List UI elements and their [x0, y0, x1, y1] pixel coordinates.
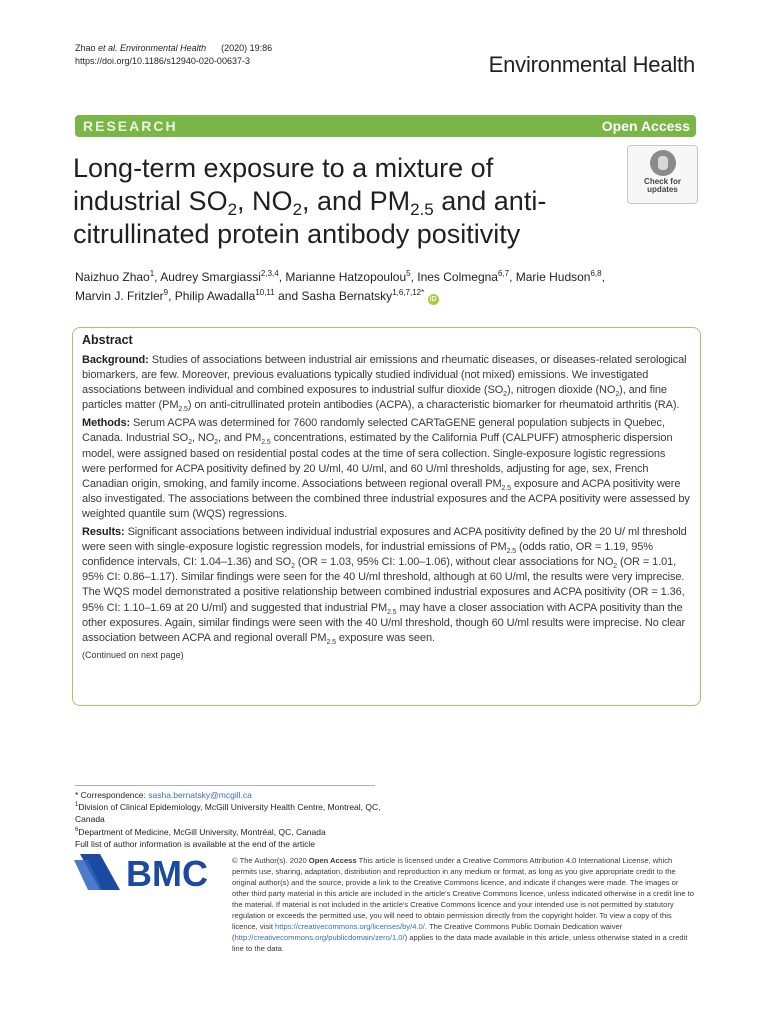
author-name: Naizhuo Zhao — [75, 270, 150, 284]
author-affiliation: 9 — [163, 288, 169, 297]
author-affiliation: 10,11 — [255, 288, 275, 297]
citation-journal: et al. Environmental Health — [98, 43, 207, 53]
title-line-1: Long-term exposure to a mixture of — [73, 153, 494, 183]
abstract-methods: Methods: Serum ACPA was determined for 7600 randomly selected CARTaGENE general population subjects in Quebec, Canada. Industrial $SO_2$, $NO_2$, and $PM_{2.5}$ concentrations, estimated by the California Puff (CALPUFF) atmospheric dispersion model, were assigned based on residential postal codes at the time of sera collection. Single-exposure logistic regressions were performed for ACPA positivity defined by 20 U/ml, 40 U/ml, and 60 U/ml thresholds, adjusting for age, sex, French Canadian origin, smoking, and family income. Associations between regional overall $PM_{2.5}$ exposure and ACPA positivity were also investigated. The associations between the combined three industrial exposures and the ACPA positivity were assessed by weighted quantile sum (WQS) regressions. — [82, 417, 690, 520]
abstract-box — [72, 327, 701, 706]
abstract-heading: Abstract — [82, 333, 133, 347]
bmc-logo — [74, 852, 224, 892]
journal-name: Environmental Health — [488, 52, 695, 77]
author-name: Ines Colmegna — [417, 270, 498, 284]
author-info-note: Full list of author information is available at the end of the article — [75, 838, 316, 849]
title-line-3: citrullinated protein antibody positivity — [73, 219, 521, 249]
affiliation-1: $^1$Division of Clinical Epidemiology, McGill University Health Centre, Montreal, QC, Canada — [75, 802, 381, 825]
open-access-label: Open Access — [601, 118, 690, 134]
author-name: Sasha Bernatsky — [301, 289, 393, 303]
authors-and: and — [278, 289, 299, 303]
citation-year: (2020) 19:86 — [221, 43, 273, 53]
author-affiliation: 1,6,7,12* — [392, 288, 425, 297]
author-affiliation: 6,7 — [497, 269, 510, 278]
affiliation-6: $^6$Department of Medicine, McGill University, Montréal, QC, Canada — [75, 826, 326, 837]
doi-link[interactable]: https://doi.org/10.1186/s12940-020-00637-3 — [75, 56, 250, 66]
author-affiliation: 1 — [149, 269, 155, 278]
cc-zero-link[interactable]: http://creativecommons.org/publicdomain/zero/1.0/ — [234, 933, 405, 942]
abstract-results: Results: Significant associations between individual industrial exposures and ACPA positivity defined by the 20 U/ ml threshold were seen with single-exposure logistic regression models, for industrial emissions of $PM_{2.5}$ (odds ratio, OR = 1.19, 95% confidence intervals, CI: 1.04–1.36) and $SO_2$ (OR = 1.03, 95% CI: 1.00–1.06), without clear associations for $NO_2$ (OR = 1.01, 95% CI: 0.86–1.17). Similar findings were seen for the 40 U/ml threshold, although at 60 U/ml, the results were very imprecise. The WQS model demonstrated a positive relationship between combined industrial exposures and ACPA positivity (OR = 1.36, 95% CI: 1.10–1.69 at 20 U/ml) and suggested that industrial $PM_{2.5}$ may have a closer association with ACPA positivity than the other exposures. Again, similar findings were seen with the 40 U/ml threshold, though 60 U/ml results were imprecise. No clear association between ACPA and regional overall $PM_{2.5}$ exposure was seen. — [82, 526, 687, 646]
title-line-2: industrial $SO_2$, $NO_2$, and $PM_{2.5}$ and anti- — [73, 186, 547, 219]
author-name: Philip Awadalla — [174, 289, 256, 303]
author-name: Marianne Hatzopoulou — [285, 270, 407, 284]
author-affiliation: 5 — [406, 269, 411, 278]
author-affiliation: 6,8 — [590, 269, 602, 278]
correspondence: * Correspondence: sasha.bernatsky@mcgill.ca — [75, 790, 252, 800]
article-type: RESEARCH — [83, 118, 178, 134]
citation-author: Zhao — [75, 43, 96, 53]
bmc-logo-text: BMC — [126, 853, 208, 892]
footnotes — [75, 789, 395, 850]
author-name: Audrey Smargiassi — [160, 270, 261, 284]
check-for-updates-button[interactable] — [627, 145, 698, 204]
abstract-background: Background: Studies of associations between industrial air emissions and rheumatic diseases, or diseases-related serological biomarkers, are few. Moreover, previous evaluations typically studied individual (not mixed) emissions. We investigated associations between individual and combined exposures to industrial sulfur dioxide $(SO_2)$, nitrogen dioxide $(NO_2)$, and fine particles matter $(PM_{2.5})$ on anti-citrullinated protein antibodies (ACPA), a characteristic biomarker for rheumatoid arthritis (RA). — [82, 354, 687, 414]
article-title — [73, 152, 593, 251]
check-for-updates-line1: Check for — [644, 177, 681, 186]
check-for-updates-line2: updates — [647, 185, 678, 194]
cc-license-link[interactable]: https://creativecommons.org/licenses/by/4.0/ — [275, 922, 425, 931]
bookmark-icon — [650, 150, 676, 176]
author-name: Marvin J. Fritzler — [75, 289, 164, 303]
license-text: © The Author(s). 2020 Open Access This article is licensed under a Creative Commons Attribution 4.0 International License, which permits use, sharing, adaptation, distribution and reproduction in any medium or format, as long as you give appropriate credit to the original author(s) and the source, provide a link to the Creative Commons licence, and indicate if changes were made. The images or other third party material in this article are included in the article's Creative Commons licence, unless indicated otherwise in a credit line to the material. If material is not included in the article's Creative Commons licence and your intended use is not permitted by statutory regulation or exceeds the permitted use, you will need to obtain permission directly from the copyright holder. To view a copy of this licence, visit https://creativecommons.org/licenses/by/4.0/. The Creative Commons Public Domain Dedication waiver (http://creativecommons.org/publicdomain/zero/1.0/) applies to the data made available in this article, unless otherwise stated in a credit line to the data. — [232, 856, 694, 953]
author-list: Naizhuo Zhao$^1$, Audrey Smargiassi$^{2,3,4}$, Marianne Hatzopoulou$^5$, Ines Colmegna$^{6,7}$, Marie Hudson$^{6,8}$, Marvin J. Fritzler$^9$, Philip Awadalla$^{10,11}$ and Sasha Bernatsky$^{1,6,7,12*}$ iD — [75, 269, 605, 303]
orcid-icon[interactable]: iD — [429, 296, 437, 303]
article-type-banner — [75, 115, 696, 137]
author-name: Marie Hudson — [515, 270, 591, 284]
author-affiliation: 2,3,4 — [260, 269, 279, 278]
correspondence-email-link[interactable]: sasha.bernatsky@mcgill.ca — [148, 790, 252, 800]
continued-note: (Continued on next page) — [82, 649, 184, 660]
running-header — [75, 42, 272, 68]
footnote-divider — [75, 785, 375, 786]
